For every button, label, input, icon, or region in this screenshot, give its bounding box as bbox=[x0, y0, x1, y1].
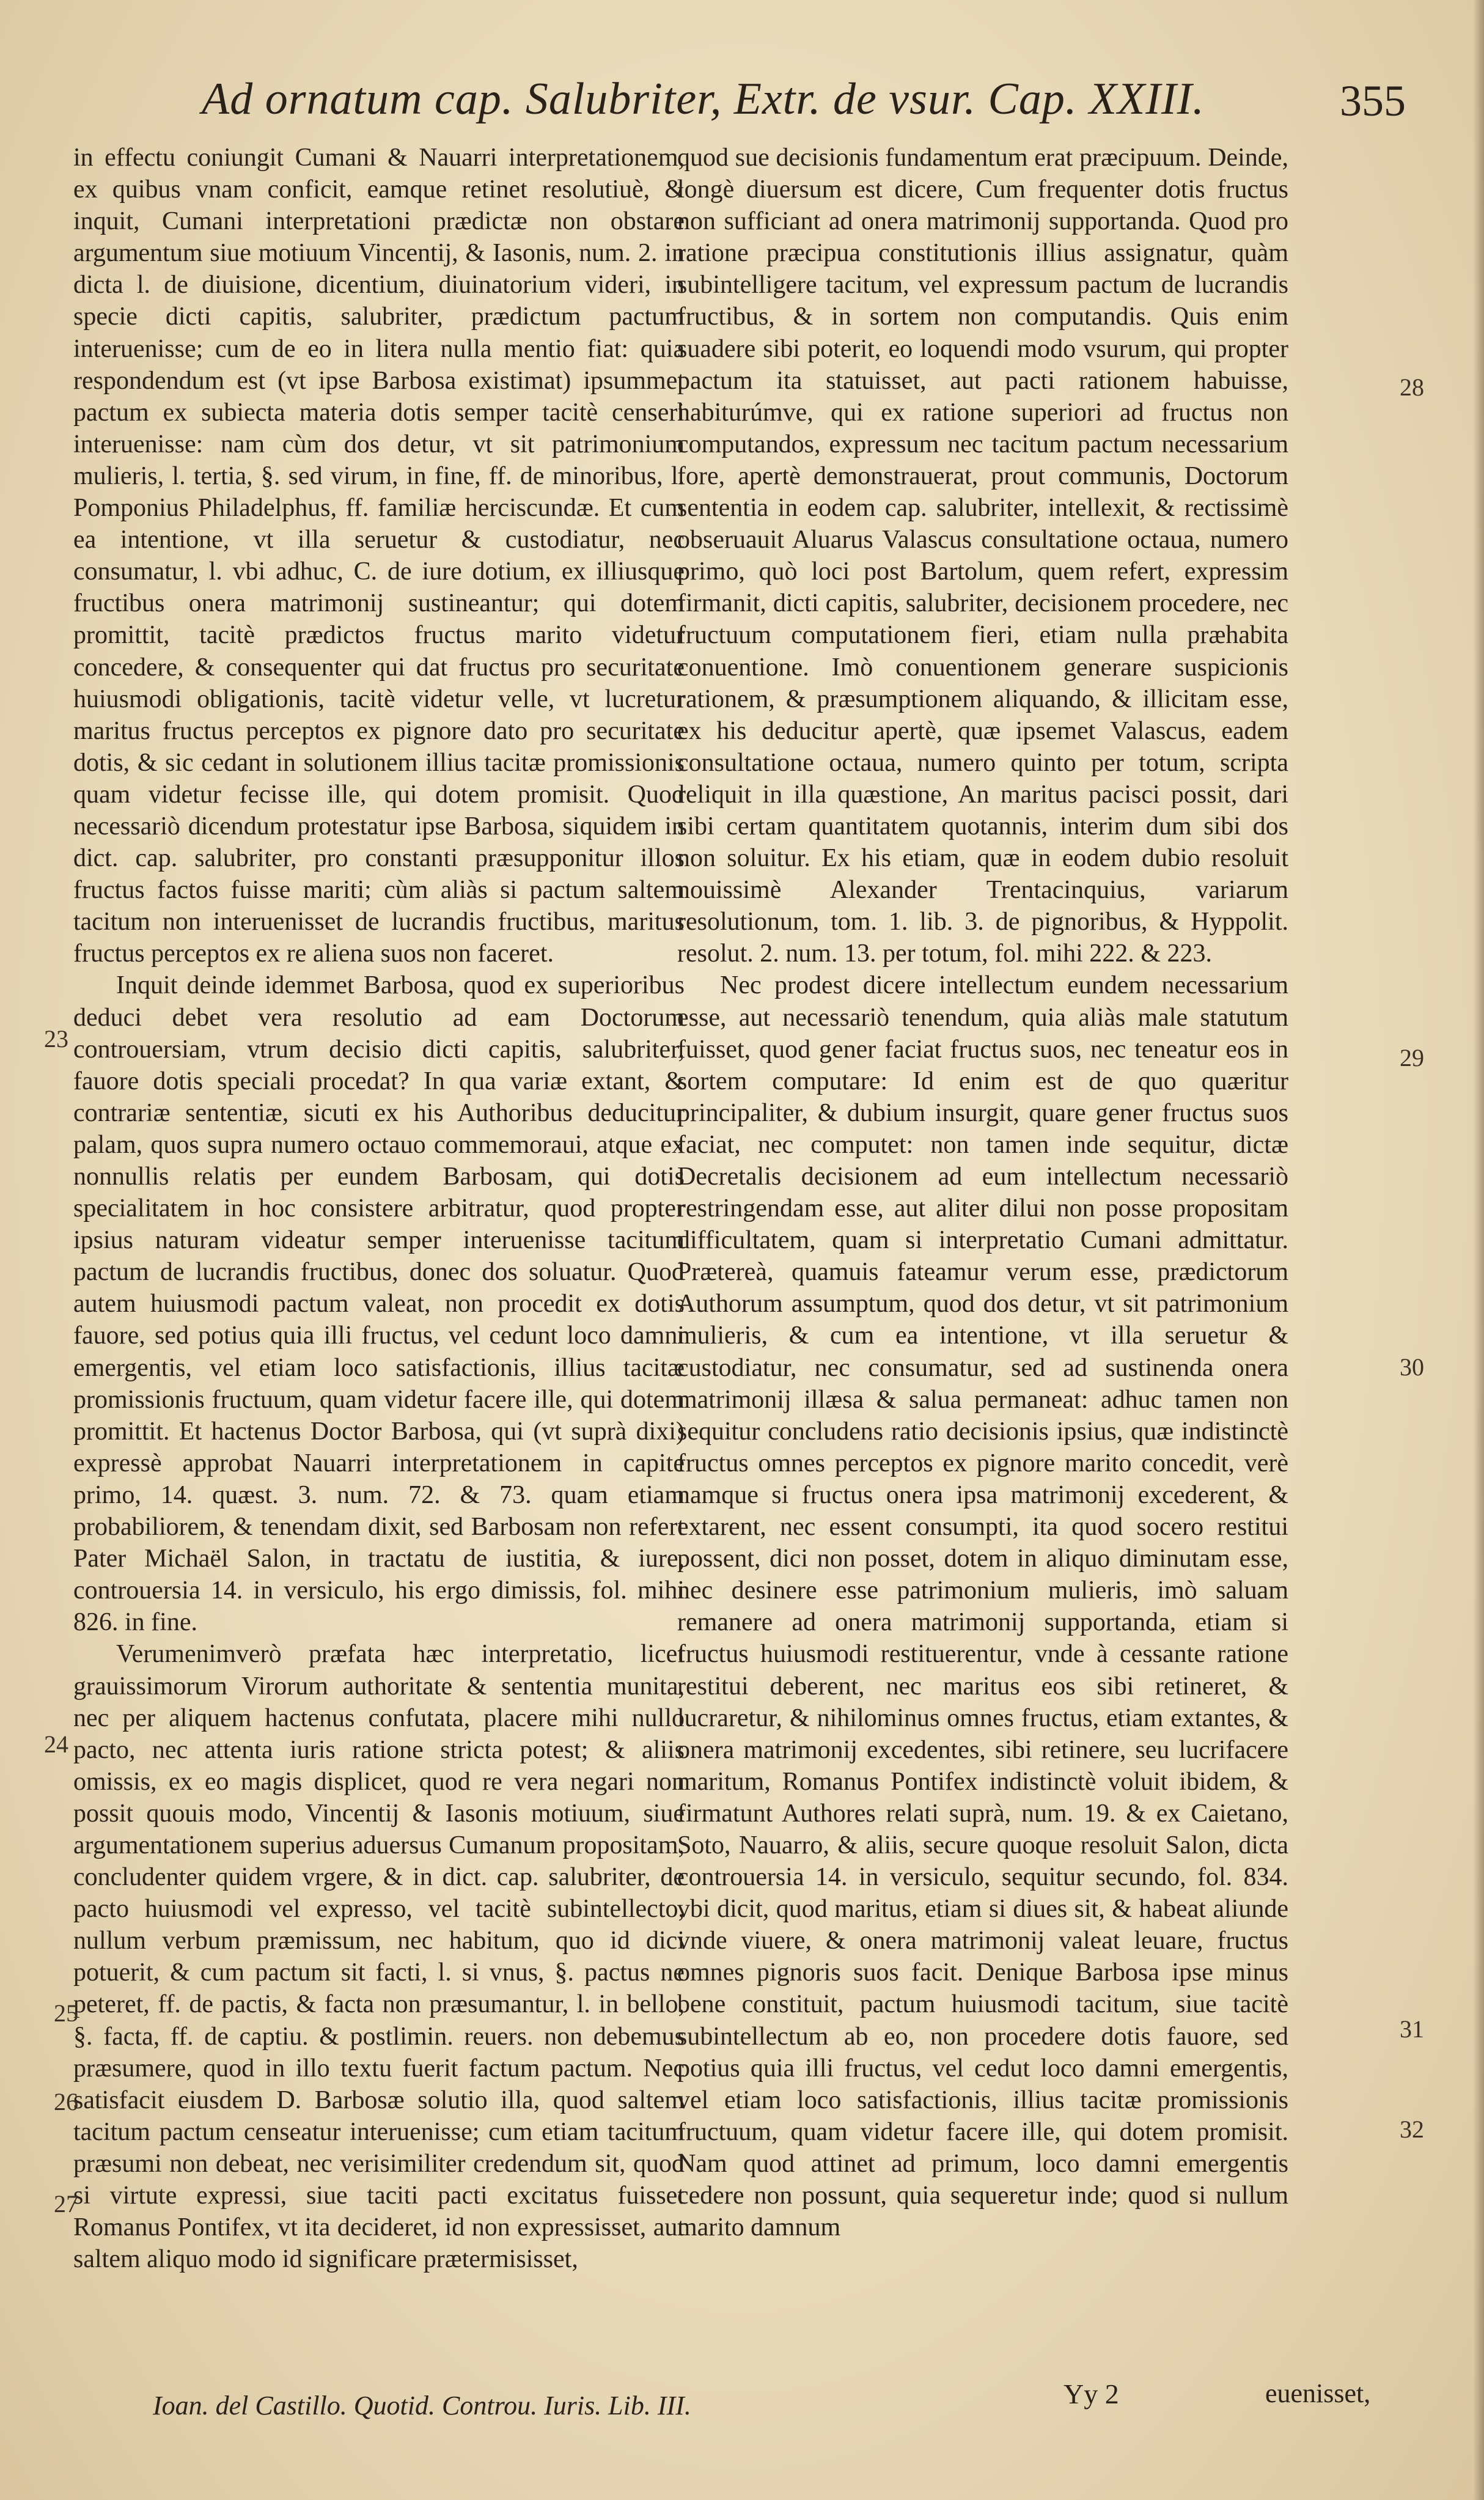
right-paragraph-1: quod sue decisionis fundamentum erat præcipuum. Deinde, longè diuersum est dicere, Cum frequenter dotis fructus non sufficiant ad onera matrimonij supportanda. Quod pro ratione præcipua constitutionis illius assignatur, quàm subintelligere tacitum, vel expressum pactum de lucrandis fructibus, & in sortem non computandis. Quis enim suadere sibi poterit, eo loquendi modo vsurum, qui propter pactum ita statuisset, aut pacti rationem habuisse, habiturúmve, qui ex ratione superiori ad fructus non computandos, expressum nec tacitum pactum necessarium fore, apertè demonstrauerat, prout communis, Doctorum sententia in eodem cap. salubriter, intellexit, & rectissimè obseruauit Aluarus Valascus consultatione octaua, numero primo, quò loci post Bartolum, quem refert, expressim firmanit, dicti capitis, salubriter, decisionem procedere, nec fructuum computationem fieri, etiam nulla præhabita conuentione. Imò conuentionem generare suspicionis rationem, & præsumptionem aliquando, & illicitam esse, ex his deducitur apertè, quæ ipsemet Valascus, eadem consultatione octaua, numero quinto per totum, scripta reliquit in illa quæstione, An maritus pacisci possit, dari sibi certam quantitatem quotannis, interim dum sibi dos non soluitur. Ex his etiam, quæ in eodem dubio resoluit nouissimè Alexander Trentacinquius, variarum resolutionum, tom. 1. lib. 3. de pignoribus, & Hyppolit. resolut. 2. num. 13. per totum, fol. mihi 222. & 223. bbox=[677, 144, 1288, 968]
margin-number-29: 29 bbox=[1400, 1044, 1424, 1072]
left-paragraph-3: Verumenimverò præfata hæc interpretatio, licet grauissimorum Virorum authoritate & sententia munita, nec per aliquem hactenus confutata, placere mihi nullo pacto, nec attenta iuris ratione stricta potest; & aliis omissis, ex eo magis displicet, quod re vera negari non possit quouis modo, Vincentij & Iasonis motiuum, siue argumentationem superius aduersus Cumanum propositam, concludenter quidem vrgere, & in dict. cap. salubriter, de pacto huiusmodi vel expresso, vel tacitè subintellecto, nullum verbum præmissum, nec habitum, quo id dici potuerit, & cum pactum sit facti, l. si vnus, §. pactus ne peteret, ff. de pactis, & facta non præsumantur, l. in bello, §. facta, ff. de captiu. & postlimin. reuers. non debemus præsumere, quod in illo textu fuerit factum pactum. Nec satisfacit eiusdem D. Barbosæ solutio illa, quod saltem tacitum pactum censeatur interuenisse; cum etiam tacitum præsumi non debeat, nec verisimiliter credendum sit, quod si virtute expressi, siue taciti pacti excitatus fuisset Romanus Pontifex, vt ita decideret, id non expressisset, aut saltem aliquo modo id significare prætermisisset, bbox=[73, 1640, 685, 2274]
right-column bbox=[677, 142, 1288, 2243]
margin-number-28: 28 bbox=[1400, 373, 1424, 401]
margin-number-26: 26 bbox=[54, 2088, 78, 2116]
margin-number-23: 23 bbox=[44, 1025, 68, 1053]
margin-number-32: 32 bbox=[1400, 2116, 1424, 2143]
margin-number-31: 31 bbox=[1400, 2015, 1424, 2043]
page-number: 355 bbox=[1340, 76, 1406, 125]
left-paragraph-2: Inquit deinde idemmet Barbosa, quod ex superioribus deduci debet vera resolutio ad eam Doctorum controuersiam, vtrum decisio dicti capitis, salubriter, fauore dotis speciali procedat? In qua variæ extant, & contrariæ sententiæ, sicuti ex his Authoribus deducitur palam, quos supra numero octauo commemoraui, atque ex nonnullis relatis per eundem Barbosam, qui dotis specialitatem in hoc consistere arbitratur, quod propter ipsius naturam videatur semper interuenisse tacitum pactum de lucrandis fructibus, donec dos soluatur. Quod autem huiusmodi pactum valeat, non procedit ex dotis fauore, sed potius quia illi fructus, vel cedunt loco damni emergentis, vel etiam loco satisfactionis, illius tacitæ promissionis fructuum, quam videtur facere ille, qui dotem promittit. Et hactenus Doctor Barbosa, qui (vt suprà dixi) expressè approbat Nauarri interpretationem in capite primo, 14. quæst. 3. num. 72. & 73. quam etiam probabiliorem, & tenendam dixit, sed Barbosam non refert Pater Michaël Salon, in tractatu de iustitia, & iure, controuersia 14. in versiculo, his ergo dimissis, fol. mihi 826. in fine. bbox=[73, 971, 685, 1637]
signature-mark: Yy 2 bbox=[1063, 2378, 1119, 2410]
catchword: euenisset, bbox=[1265, 2378, 1371, 2408]
footer-title: Ioan. del Castillo. Quotid. Controu. Iuris. Lib. III. bbox=[153, 2391, 691, 2421]
left-column bbox=[73, 142, 685, 2275]
running-head: Ad ornatum cap. Salubriter, Extr. de vsur. Cap. XXIII. bbox=[202, 74, 1205, 124]
left-paragraph-1: in effectu coniungit Cumani & Nauarri interpretationem, ex quibus vnam conficit, eamque retinet resolutiuè, & inquit, Cumani interpretationi prædictæ non obstare argumentum siue motiuum Vincentij, & Iasonis, num. 2. in dicta l. de diuisione, dicentium, diuinatorium videri, in specie dicti capitis, salubriter, prædictum pactum interuenisse; cum de eo in litera nulla mentio fiat: quia respondendum est (vt ipse Barbosa existimat) ipsummet pactum ex subiecta materia dotis semper tacitè censeri interuenisse: nam cùm dos detur, vt sit patrimonium mulieris, l. tertia, §. sed virum, in fine, ff. de minoribus, l. Pomponius Philadelphus, ff. familiæ herciscundæ. Et cum ea intentione, vt illa seruetur & custodiatur, nec consumatur, l. vbi adhuc, C. de iure dotium, ex illiusque fructibus onera matrimonij sustineantur; qui dotem promittit, tacitè prædictos fructus marito videtur concedere, & consequenter qui dat fructus pro securitate huiusmodi obligationis, tacitè videtur velle, vt lucretur maritus fructus perceptos ex pignore dato pro securitate dotis, & sic cedant in solutionem illius tacitæ promissionis quam videtur fecisse ille, qui dotem promisit. Quod necessariò dicendum protestatur ipse Barbosa, siquidem in dict. cap. salubriter, pro constanti præsupponitur illos fructus factos fuisse mariti; cùm aliàs si pactum saltem tacitum non interuenisset de lucrandis fructibus, maritus fructus perceptos ex re aliena suos non faceret. bbox=[73, 144, 685, 968]
margin-number-24: 24 bbox=[44, 1730, 68, 1758]
right-paragraph-2: Nec prodest dicere intellectum eundem necessarium esse, aut necessariò tenendum, quia aliàs male statutum fuisset, quod gener faciat fructus suos, nec teneatur eos in sortem computare: Id enim est de quo quæritur principaliter, & dubium insurgit, quare gener fructus suos faciat, nec computet: non tamen inde sequitur, dictæ Decretalis decisionem ad eum intellectum necessariò restringendam esse, aut aliter dilui non posse propositam difficultatem, quam si interpretatio Cumani admittatur. Prætereà, quamuis fateamur verum esse, prædictorum Authorum assumptum, quod dos detur, vt sit patrimonium mulieris, & cum ea intentione, vt illa seruetur & custodiatur, nec consumatur, sed ad sustinenda onera matrimonij illæsa & salua permaneat: adhuc tamen non sequitur concludens ratio decisionis ipsius, quæ indistinctè fructus omnes perceptos ex pignore marito concedit, verè namque si fructus onera ipsa matrimonij excederent, & extarent, nec essent consumpti, ita quod socero restitui possent, dici non posset, dotem in aliquo diminutam esse, nec desinere esse patrimonium mulieris, imò saluam remanere ad onera matrimonij supportanda, etiam si fructus huiusmodi restituerentur, vnde à cessante ratione restitui deberent, nec maritus eos sibi retineret, & lucraretur, & nihilominus omnes fructus, etiam extantes, & onera matrimonij excedentes, sibi retinere, seu lucrifacere maritum, Romanus Pontifex indistinctè voluit ibidem, & firmatunt Authores relati suprà, num. 19. & ex Caietano, Soto, Nauarro, & aliis, secure quoque resoluit Salon, dicta controuersia 14. in versiculo, sequitur secundo, fol. 834. vbi dicit, quod maritus, etiam si diues sit, & habeat aliunde vnde viuere, & onera matrimonij valeat leuare, fructus omnes pignoris suos facit. Denique Barbosa ipse minus bene constituit, pactum huiusmodi tacitum, siue tacitè subintellectum ab eo, non procedere dotis fauore, sed potius quia illi fructus, vel cedut loco damni emergentis, vel etiam loco satisfactionis, illius tacitæ promissionis fructuum, quam videtur facere ille, qui dotem promisit. Nam quod attinet ad primum, loco damni emergentis cedere non possunt, quia sequeretur inde; quod si nullum marito damnum bbox=[677, 971, 1288, 2242]
margin-number-25: 25 bbox=[54, 1999, 78, 2027]
page-header bbox=[189, 73, 1442, 141]
margin-number-27: 27 bbox=[54, 2190, 78, 2218]
margin-number-30: 30 bbox=[1400, 1353, 1424, 1381]
page-edge-shadow bbox=[1473, 0, 1484, 2500]
